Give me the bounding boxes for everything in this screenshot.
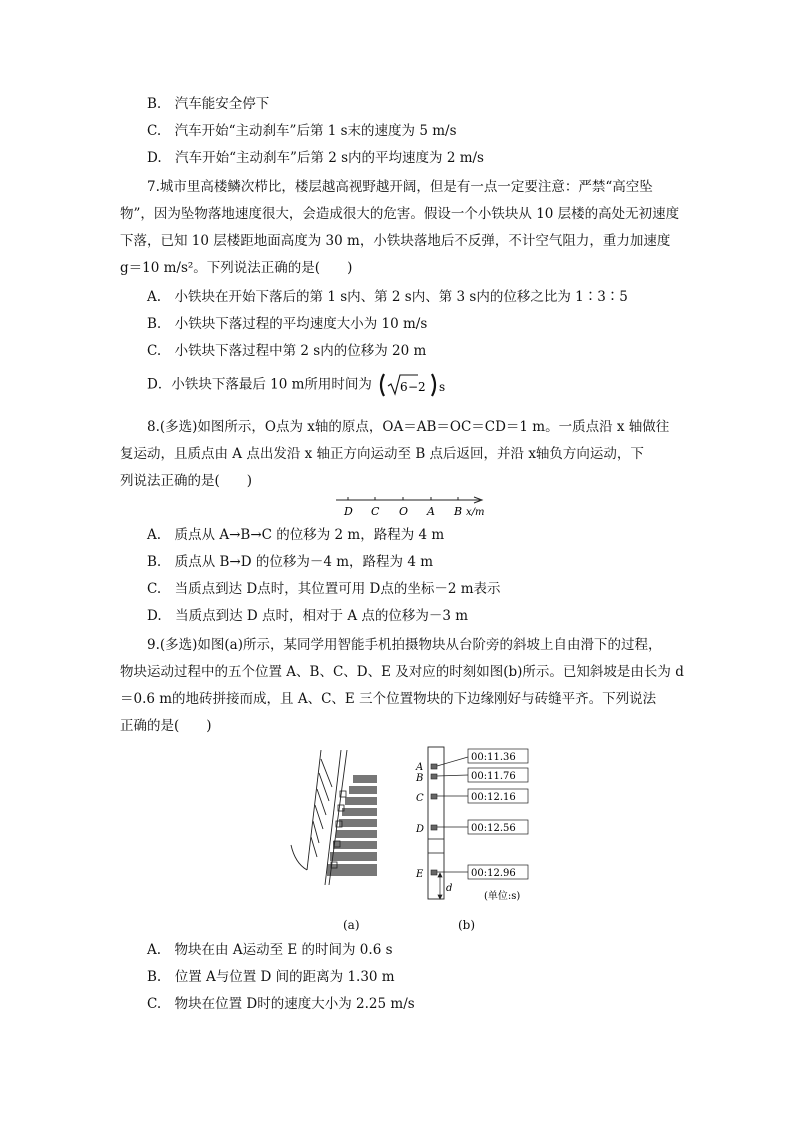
q8-stem-line-3: 列说法正确的是( ) bbox=[120, 473, 253, 489]
q7-option-a: A. 小铁块在开始下落后的第 1 s内、第 2 s内、第 3 s内的位移之比为 1∶3∶5 bbox=[147, 289, 628, 305]
timestamp-c: 00:12.16 bbox=[471, 792, 516, 803]
x-axis-figure bbox=[330, 492, 500, 522]
minus-term: −2 bbox=[408, 380, 426, 394]
q9-option-a: A. 物块在由 A运动至 E 的时间为 0.6 s bbox=[147, 942, 393, 958]
q7-stem-line-2: 物”，因为坠物落地速度很大，会造成很大的危害。假设一个小铁块从 10 层楼的高处无初速度 bbox=[120, 206, 680, 222]
axis-label-o: O bbox=[399, 505, 409, 518]
d-label: d bbox=[446, 883, 453, 894]
timestamp-d: 00:12.56 bbox=[471, 823, 516, 834]
q9-stem-line-4: 正确的是( ) bbox=[120, 718, 212, 734]
q8-option-a: A. 质点从 A→B→C 的位移为 2 m，路程为 4 m bbox=[147, 527, 445, 543]
d-dimension-arrow bbox=[438, 873, 442, 899]
unit-note: (单位:s) bbox=[484, 891, 521, 902]
timestamp-a: 00:11.36 bbox=[471, 752, 516, 763]
q6-option-d: D. 汽车开始“主动刹车”后第 2 s内的平均速度为 2 m/s bbox=[147, 150, 484, 166]
axis-label-c: C bbox=[371, 505, 380, 518]
q9-stem-line-1: 9.(多选)如图(a)所示，某同学用智能手机拍摄物块从台阶旁的斜坡上自由滑下的过程， bbox=[147, 637, 662, 653]
q9-stem-line-2: 物块运动过程中的五个位置 A、B、C、D、E 及对应的时刻如图(b)所示。已知斜坡是由长为 d bbox=[120, 664, 684, 680]
caption-b: (b) bbox=[458, 918, 476, 932]
radicand: 6 bbox=[400, 380, 408, 394]
q8-option-b: B. 质点从 B→D 的位移为－4 m，路程为 4 m bbox=[147, 554, 434, 570]
caption-a: (a) bbox=[343, 918, 360, 932]
axis-unit: x/m bbox=[466, 507, 485, 518]
q8-option-c: C. 当质点到达 D点时，其位置可用 D点的坐标－2 m表示 bbox=[147, 581, 501, 597]
q7-option-d-text: D．小铁块下落最后 10 m所用时间为 bbox=[147, 376, 372, 393]
q7-stem-line-4: g＝10 m/s²。下列说法正确的是( ) bbox=[120, 260, 353, 276]
q6-option-b: B. 汽车能安全停下 bbox=[147, 96, 270, 112]
position-label-d: D bbox=[416, 824, 425, 835]
q9-option-b: B. 位置 A与位置 D 间的距离为 1.30 m bbox=[147, 969, 395, 985]
q6-option-c: C. 汽车开始“主动刹车”后第 1 s末的速度为 5 m/s bbox=[147, 123, 457, 139]
q7-option-b: B. 小铁块下落过程的平均速度大小为 10 m/s bbox=[147, 316, 428, 332]
time-unit: s bbox=[439, 380, 446, 394]
q8-stem-line-1: 8.(多选)如图所示，O点为 x轴的原点，OA＝AB＝OC＝CD＝1 m。一质点沿 x 轴做往 bbox=[147, 419, 670, 435]
q7-stem-line-3: 下落，已知 10 层楼距地面高度为 30 m，小铁块落地后不反弹，不计空气阻力，重力加速度 bbox=[120, 233, 671, 249]
position-label-b: B bbox=[416, 773, 424, 784]
position-label-c: C bbox=[416, 793, 424, 804]
radical-expression bbox=[376, 372, 450, 398]
position-label-a: A bbox=[416, 762, 424, 773]
q7-stem-line-1: 7.城市里高楼鳞次栉比，楼层越高视野越开阔，但是有一点一定要注意：严禁“高空坠 bbox=[147, 179, 653, 195]
figure-a-staircase bbox=[285, 745, 385, 895]
figure-b-timeline bbox=[410, 745, 540, 905]
q9-stem-line-3: ＝0.6 m的地砖拼接而成，且 A、C、E 三个位置物块的下边缘刚好与砖缝平齐。下列说法 bbox=[120, 691, 657, 707]
q9-option-c: C. 物块在位置 D时的速度大小为 2.25 m/s bbox=[147, 996, 415, 1012]
q7-option-c: C. 小铁块下落过程中第 2 s内的位移为 20 m bbox=[147, 343, 427, 359]
position-markers bbox=[431, 764, 437, 875]
q7-option-d bbox=[147, 372, 450, 398]
axis-label-a: A bbox=[427, 505, 435, 518]
staircase-steps bbox=[327, 775, 377, 876]
timestamp-b: 00:11.76 bbox=[471, 771, 516, 782]
timestamp-e: 00:12.96 bbox=[471, 868, 516, 879]
q8-option-d: D. 当质点到达 D 点时，相对于 A 点的位移为－3 m bbox=[147, 608, 469, 624]
position-label-e: E bbox=[416, 869, 424, 880]
axis-label-b: B bbox=[454, 505, 463, 518]
q8-stem-line-2: 复运动，且质点由 A 点出发沿 x 轴正方向运动至 B 点后返回，并沿 x轴负方向运动，下 bbox=[120, 446, 644, 462]
axis-label-d: D bbox=[344, 505, 353, 518]
